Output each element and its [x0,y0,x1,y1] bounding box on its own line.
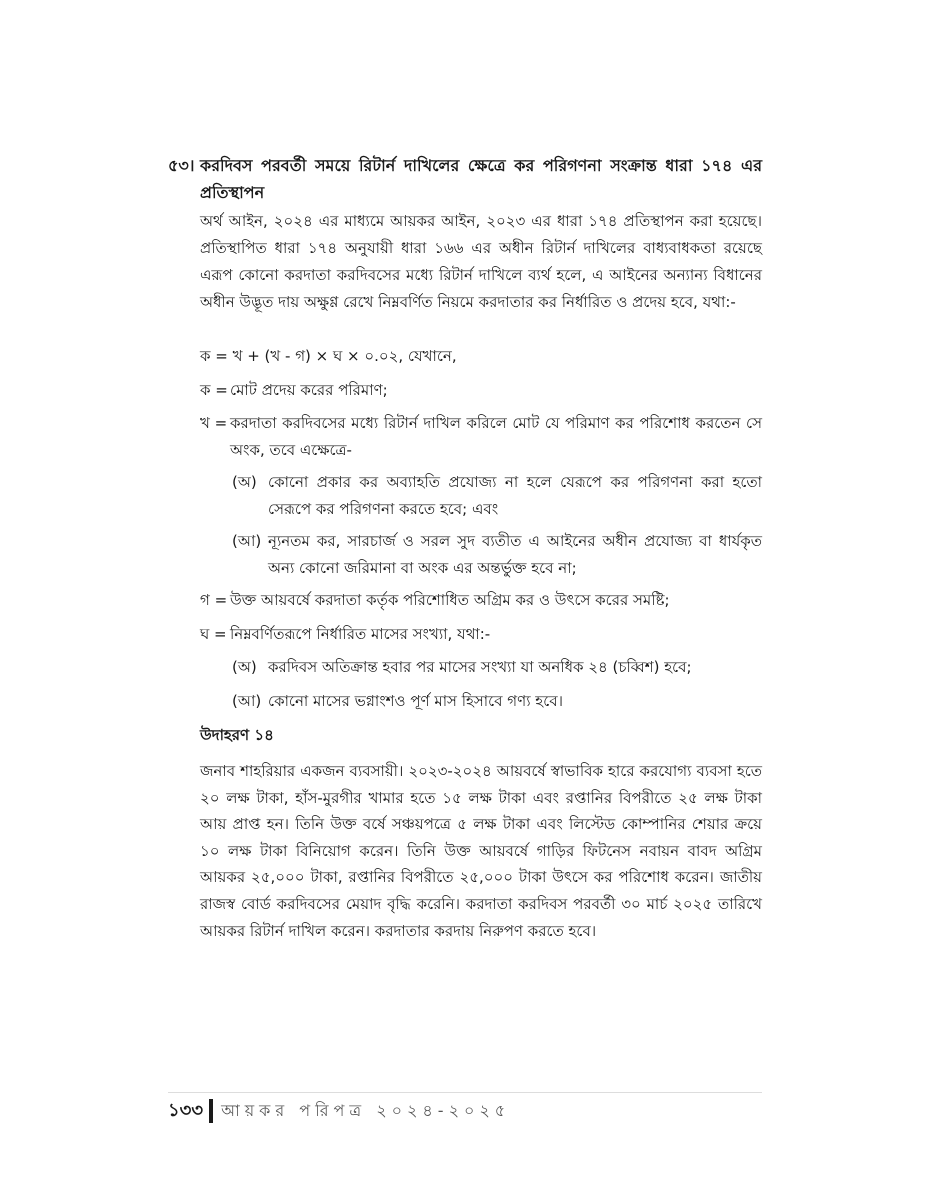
page-number: ১৩৩ [168,1099,204,1121]
example-paragraph: জনাব শাহরিয়ার একজন ব্যবসায়ী। ২০২৩-২০২৪ আয়বর্ষে স্বাভাবিক হারে করযোগ্য ব্যবসা হতে ২০ লক্ষ টাকা, হাঁস-মুরগীর খামার হতে ১৫ লক্ষ টাকা এবং রপ্তানির বিপরীতে ২৫ লক্ষ টাকা আয় প্রাপ্ত হন। তিনি উক্ত বর্ষে সঞ্চয়পত্রে ৫ লক্ষ টাকা এবং লিস্টেড কোম্পানির শেয়ার ক্রয়ে ১০ লক্ষ টাকা বিনিয়োগ করেন। তিনি উক্ত আয়বর্ষে গাড়ির ফিটনেস নবায়ন বাবদ অগ্রিম আয়কর ২৫,০০০ টাকা, রপ্তানির বিপরীতে ২৫,০০০ টাকা উৎসে কর পরিশোধ করেন। জাতীয় রাজস্ব বোর্ড করদিবসের মেয়াদ বৃদ্ধি করেনি। করদাতা করদিবস পরবর্তী ৩০ মার্চ ২০২৫ তারিখে আয়কর রিটার্ন দাখিল করেন। করদাতার করদায় নিরুপণ করতে হবে। [200,762,762,940]
definition-key: খ = [200,414,228,432]
sub-item-mark: (আ) [232,532,262,550]
sub-item-mark: (অ) [232,658,257,676]
section-number: ৫৩। [168,156,195,175]
example-title: উদাহরণ ১৪ [200,726,274,744]
definition-gha [200,621,762,648]
sub-item-mark: (অ) [232,473,257,491]
sub-item-text: কোনো প্রকার কর অব্যাহতি প্রযোজ্য না হলে যেরূপে কর পরিগণনা করা হতো সেরূপে কর পরিগণনা করতে হবে; এবং [268,473,762,518]
footer-divider [168,1092,762,1093]
intro-paragraph: অর্থ আইন, ২০২৪ এর মাধ্যমে আয়কর আইন, ২০২৩ এর ধারা ১৭৪ প্রতিস্থাপন করা হয়েছে। প্রতিস্থাপিত ধারা ১৭৪ অনুযায়ী ধারা ১৬৬ এর অধীন রিটার্ন দাখিলের বাধ্যবাধকতা রয়েছে এরূপ কোনো করদাতা করদিবসের মধ্যে রিটার্ন দাখিলে ব্যর্থ হলে, এ আইনের অন্যান্য বিধানের অধীন উদ্ভূত দায় অক্ষুণ্ণ রেখে নিম্নবর্ণিত নিয়মে করদাতার কর নির্ধারিত ও প্রদেয় হবে, যথা:- [200,212,762,311]
definition-text: নিম্নবর্ণিতরূপে নির্ধারিত মাসের সংখ্যা, যথা:- [230,625,491,643]
definition-text: মোট প্রদেয় করের পরিমাণ; [230,381,388,399]
definition-key: ক = [200,381,228,399]
page-footer [168,1094,510,1128]
sub-item-text: কোনো মাসের ভগ্নাংশও পূর্ণ মাস হিসাবে গণ্য হবে। [268,692,563,710]
definition-text: করদাতা করদিবসের মধ্যে রিটার্ন দাখিল করিলে মোট যে পরিমাণ কর পরিশোধ করতেন সে অংক, তবে এক্ষেত্রে- [230,414,762,459]
gha-sub-aa [232,688,762,715]
footer-separator [209,1099,213,1123]
definition-kha [200,410,762,464]
gha-sub-a [232,654,762,681]
kha-sub-aa [232,528,762,582]
kha-sub-a [232,469,762,523]
section-heading [168,152,762,206]
section-title: করদিবস পরবর্তী সময়ে রিটার্ন দাখিলের ক্ষেত্রে কর পরিগণনা সংক্রান্ত ধারা ১৭৪ এর প্রতিস্থাপন [200,156,762,202]
formula-line: ক = খ + (খ - গ) × ঘ × ০.০২, যেখানে, [200,347,457,365]
definition-text: উক্ত আয়বর্ষে করদাতা কর্তৃক পরিশোধিত অগ্রিম কর ও উৎসে করের সমষ্টি; [230,591,670,609]
definition-ka [200,377,762,404]
publication-title: আয়কর পরিপত্র ২০২৪-২০২৫ [221,1100,511,1120]
definition-ga [200,587,762,614]
definition-key: ঘ = [200,625,227,643]
sub-item-mark: (আ) [232,692,262,710]
definition-key: গ = [200,591,228,609]
sub-item-text: করদিবস অতিক্রান্ত হবার পর মাসের সংখ্যা যা অনধিক ২৪ (চব্বিশ) হবে; [268,658,692,676]
sub-item-text: ন্যূনতম কর, সারচার্জ ও সরল সুদ ব্যতীত এ আইনের অধীন প্রযোজ্য বা ধার্যকৃত অন্য কোনো জরিমানা বা অংক এর অন্তর্ভুক্ত হবে না; [268,532,762,577]
